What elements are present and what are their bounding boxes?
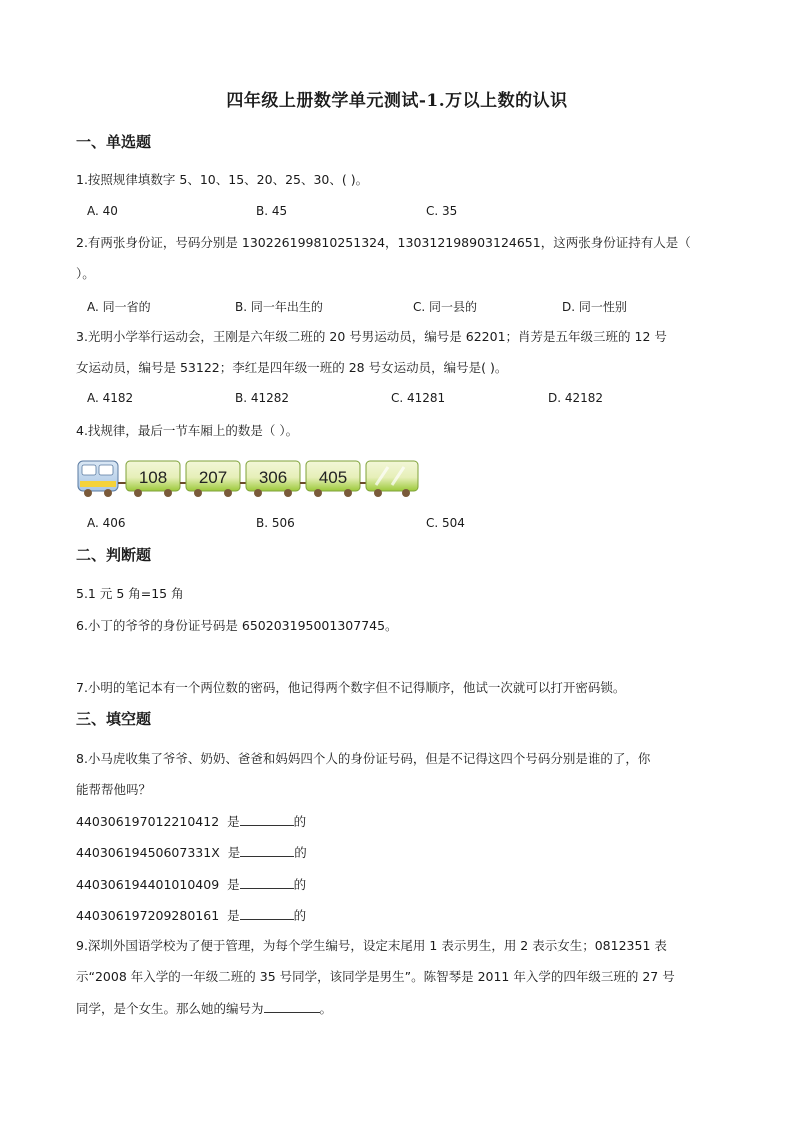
q9-end: 。 — [319, 1001, 333, 1016]
question-7: 7.小明的笔记本有一个两位数的密码，他记得两个数字但不记得顺序，他试一次就可以打开密码锁。 — [76, 680, 626, 695]
q8-id-row — [76, 907, 306, 924]
q3-option-c: C. 41281 — [391, 391, 446, 405]
answer-blank[interactable] — [240, 844, 294, 857]
question-2-line-1: 2.有两张身份证，号码分别是 130226199810251324，130312198903124651，这两张身份证持有人是（ — [76, 235, 691, 250]
q8-id-row — [76, 813, 306, 830]
question-8-line-2: 能帮帮他吗？ — [76, 782, 152, 797]
q3-option-b: B. 41282 — [235, 391, 290, 405]
answer-blank[interactable] — [240, 813, 294, 826]
answer-blank[interactable] — [240, 907, 294, 920]
q8-id-row — [76, 844, 307, 861]
is-label: 是 — [227, 814, 240, 829]
question-9-line-1: 9.深圳外国语学校为了便于管理，为每个学生编号，设定末尾用 1 表示男生，用 2 表示女生；0812351 表 — [76, 938, 667, 953]
is-label: 是 — [227, 908, 240, 923]
section-heading-true-false: 二、判断题 — [76, 546, 152, 564]
question-8-line-1: 8.小马虎收集了爷爷、奶奶、爸爸和妈妈四个人的身份证号码，但是不记得这四个号码分别是谁的了，你 — [76, 751, 651, 766]
is-label: 是 — [227, 845, 241, 860]
id-number: 440306197012210412 — [76, 814, 220, 829]
q4-option-c: C. 504 — [426, 516, 465, 530]
of-label: 的 — [294, 845, 307, 860]
question-6: 6.小丁的爷爷的身份证号码是 650203195001307745。 — [76, 618, 398, 633]
q1-option-a: A. 40 — [87, 204, 118, 218]
answer-blank[interactable] — [240, 876, 294, 889]
q4-option-b: B. 506 — [256, 516, 295, 530]
of-label: 的 — [293, 877, 307, 892]
id-number: 440306194401010409 — [76, 877, 220, 892]
answer-blank[interactable] — [264, 1000, 320, 1013]
section-heading-single-choice: 一、单选题 — [76, 133, 152, 151]
q8-id-row — [76, 876, 306, 893]
q9-line-3-text: 同学，是个女生。那么她的编号为 — [76, 1001, 264, 1016]
id-number: 44030619450607331X — [76, 845, 220, 860]
q1-option-b: B. 45 — [256, 204, 288, 218]
of-label: 的 — [293, 908, 307, 923]
question-9-line-3 — [76, 1000, 332, 1017]
q4-option-a: A. 406 — [87, 516, 126, 530]
question-3-line-2: 女运动员，编号是 53122；李红是四年级一班的 28 号女运动员，编号是( )。 — [76, 360, 508, 375]
q3-option-a: A. 4182 — [87, 391, 134, 405]
train-car-4-number: 405 — [318, 468, 348, 487]
id-number: 440306197209280161 — [76, 908, 220, 923]
is-label: 是 — [227, 877, 240, 892]
question-4-stem: 4.找规律，最后一节车厢上的数是（ ）。 — [76, 423, 299, 438]
question-2-line-2: ）。 — [76, 266, 95, 281]
q2-option-c: C. 同一县的 — [413, 300, 478, 314]
q2-option-b: B. 同一年出生的 — [235, 300, 323, 314]
of-label: 的 — [293, 814, 307, 829]
question-3-line-1: 3.光明小学举行运动会，王刚是六年级二班的 20 号男运动员，编号是 62201；肖芳是五年级三班的 12 号 — [76, 329, 667, 344]
question-9-line-2: 示“2008 年入学的一年级二班的 35 号同学，该同学是男生”。陈智琴是 2011 年入学的四年级三班的 27 号 — [76, 969, 675, 984]
page-title: 四年级上册数学单元测试-1.万以上数的认识 — [226, 91, 568, 111]
q3-option-d: D. 42182 — [548, 391, 604, 405]
train-illustration — [76, 455, 421, 499]
train-car-2-number: 207 — [198, 468, 228, 487]
q1-option-c: C. 35 — [426, 204, 458, 218]
q2-option-d: D. 同一性别 — [562, 300, 627, 314]
question-1-stem: 1.按照规律填数字 5、10、15、20、25、30、( )。 — [76, 172, 369, 187]
question-5: 5.1 元 5 角=15 角 — [76, 586, 184, 601]
train-engine — [78, 461, 126, 497]
train-car-5-blank — [366, 461, 418, 497]
train-car-1-number: 108 — [138, 468, 168, 487]
section-heading-fill-blank: 三、填空题 — [76, 710, 152, 728]
q2-option-a: A. 同一省的 — [87, 300, 151, 314]
train-car-3-number: 306 — [258, 468, 288, 487]
